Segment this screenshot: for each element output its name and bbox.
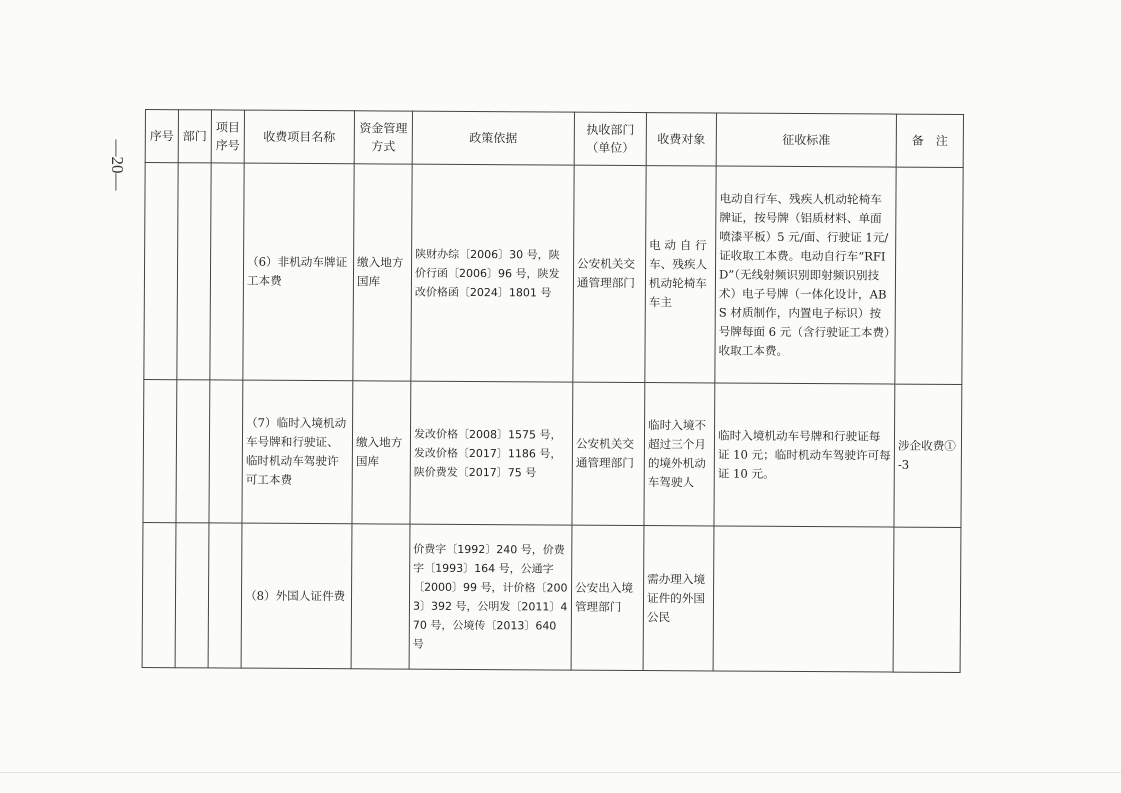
cell-executor: 公安机关交通管理部门 <box>572 382 645 525</box>
cell-basis: 发改价格〔2008〕1575 号，发改价格〔2017〕1186 号，陕价费发〔2017〕75 号 <box>410 381 573 525</box>
header-executor: 执收部门（单位） <box>574 112 646 165</box>
cell-seq <box>143 379 177 522</box>
cell-basis: 陕财办综〔2006〕30 号，陕价行函〔2006〕96 号，陕发改价格函〔2024〕1801 号 <box>411 164 574 382</box>
header-seq: 序号 <box>145 110 178 163</box>
cell-executor: 公安出入境管理部门 <box>571 525 644 670</box>
cell-name: （7）临时入境机动车号牌和行驶证、临时机动车驾驶许可工本费 <box>242 380 353 524</box>
cell-fund-mgmt: 缴入地方国库 <box>353 164 412 381</box>
table-header-row <box>145 110 963 168</box>
header-name: 收费项目名称 <box>244 110 354 164</box>
header-standard: 征收标准 <box>716 113 896 167</box>
cell-seq <box>142 522 176 667</box>
cell-dept <box>176 380 210 523</box>
header-dept: 部门 <box>178 110 211 163</box>
page-number: —20— <box>108 139 127 191</box>
cell-dept <box>175 523 209 668</box>
cell-name: （6）非机动车牌证工本费 <box>243 163 354 381</box>
header-item-seq: 项目序号 <box>211 110 244 163</box>
table-row <box>143 379 962 527</box>
cell-target: 电 动 自 行车、残疾人机动轮椅车车主 <box>645 166 716 383</box>
cell-standard <box>713 526 894 672</box>
cell-standard: 电动自行车、残疾人机动轮椅车牌证，按号牌（铝质材料、单面喷漆平板）5 元/面、行驶证 1元/证收取工本费。电动自行车“RFID”（无线射频识别即射频识别技术）电子号牌（一体化设计，ABS 材质制作，内置电子标识）按号牌每面 6 元（含行驶证工本费）收取工本费。 <box>715 166 896 384</box>
cell-seq <box>144 163 178 380</box>
cell-dept <box>177 163 211 380</box>
cell-remarks <box>895 167 963 384</box>
scan-edge-line <box>0 772 1121 773</box>
cell-remarks: 涉企收费①-3 <box>894 384 962 527</box>
cell-name: （8）外国人证件费 <box>241 523 352 669</box>
cell-fund-mgmt <box>351 524 410 669</box>
fee-table <box>142 109 964 673</box>
table-row <box>144 163 963 385</box>
header-target: 收费对象 <box>646 113 716 166</box>
cell-item-seq <box>209 380 243 523</box>
table-row <box>142 522 961 672</box>
cell-executor: 公安机关交通管理部门 <box>573 165 646 382</box>
fee-table-container <box>142 109 963 670</box>
header-remarks: 备 注 <box>896 114 963 167</box>
cell-item-seq <box>208 523 242 668</box>
cell-target: 临时入境不超过三个月的境外机动车驾驶人 <box>644 383 715 526</box>
cell-standard: 临时入境机动车号牌和行驶证每证 10 元；临时机动车驾驶许可每证 10 元。 <box>714 383 895 527</box>
cell-fund-mgmt: 缴入地方国库 <box>352 381 411 524</box>
cell-target: 需办理入境证件的外国公民 <box>643 526 714 671</box>
cell-basis: 价费字〔1992〕240 号，价费字〔1993〕164 号，公通字〔2000〕99 号，计价格〔2003〕392 号，公明发〔2011〕470 号，公境传〔2013〕640 号 <box>409 524 572 670</box>
cell-remarks <box>893 527 961 672</box>
cell-item-seq <box>210 163 244 380</box>
header-basis: 政策依据 <box>412 111 574 165</box>
header-fund-mgmt: 资金管理方式 <box>354 111 412 164</box>
